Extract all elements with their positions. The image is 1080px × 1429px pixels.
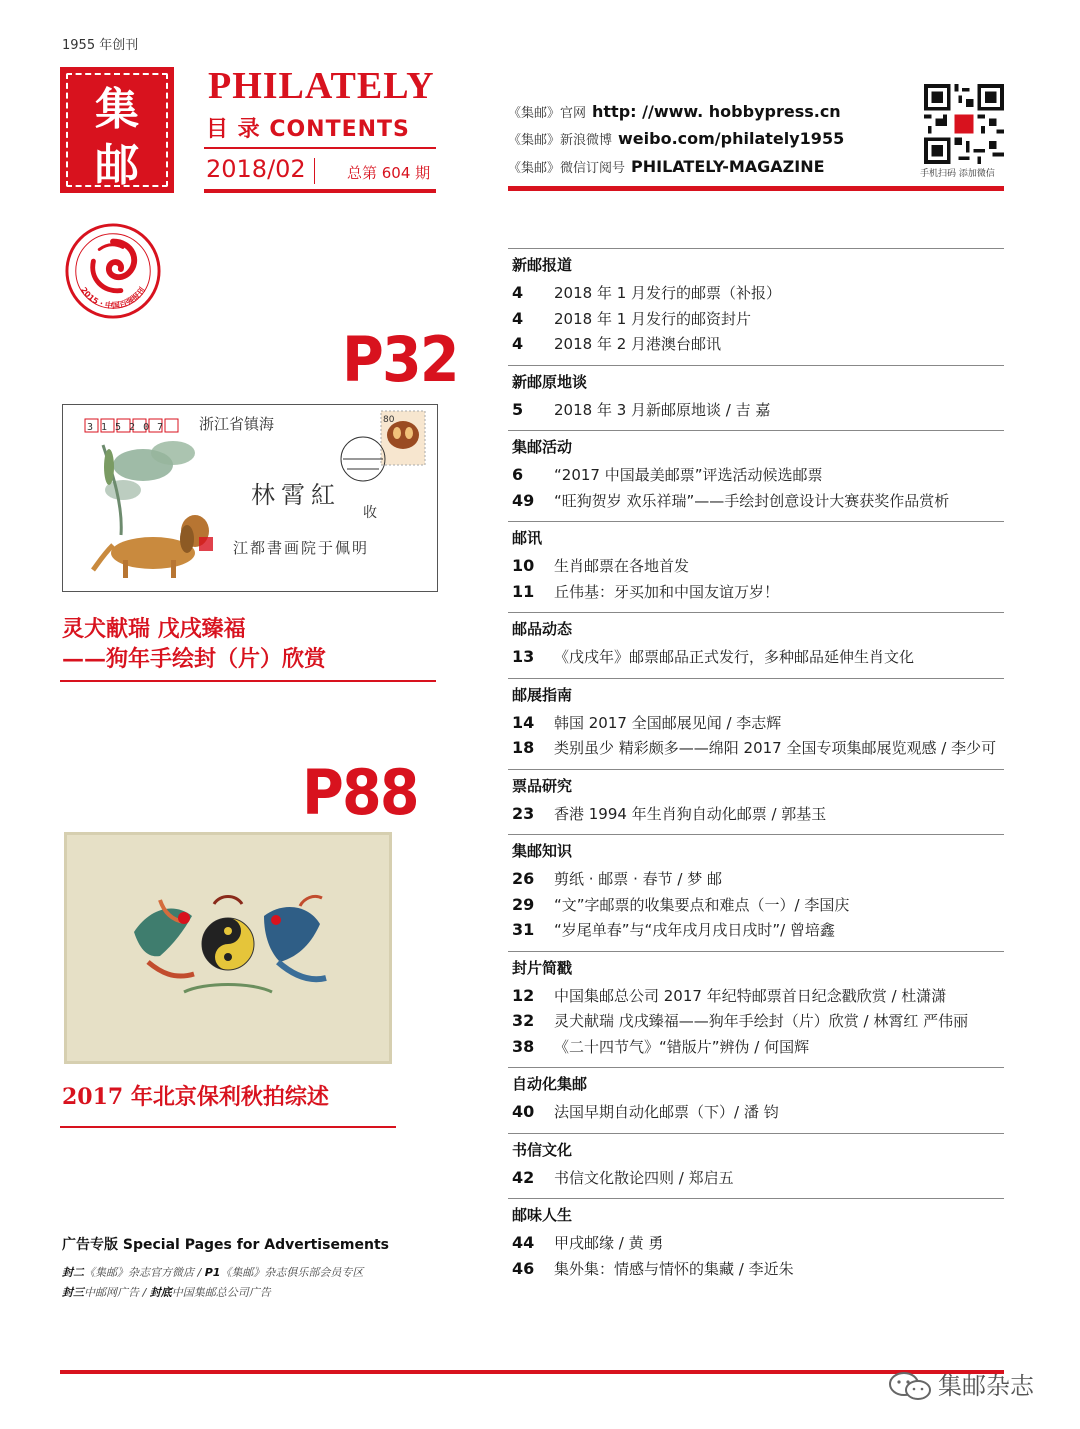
info-website: 《集邮》官网 http: //www. hobbypress.cn	[508, 102, 841, 121]
issue-rule-bottom	[204, 189, 436, 193]
toc-entry-title: 韩国 2017 全国邮展见闻 / 李志辉	[554, 713, 782, 732]
feature-page-number: P32	[342, 323, 458, 396]
toc-page-number: 13	[512, 647, 535, 667]
toc-section-title: 集邮活动	[512, 438, 573, 456]
toc-page-number: 12	[512, 985, 535, 1005]
toc-entry-title: 法国早期自动化邮票（下）/ 潘 钧	[554, 1103, 779, 1122]
toc-section-title: 邮品动态	[512, 620, 573, 638]
feature-rule	[60, 1126, 396, 1128]
toc-section	[508, 1067, 1004, 1133]
toc-section-title: 集邮知识	[512, 842, 573, 860]
toc-entry-title: 灵犬献瑞 戊戌臻福——狗年手绘封（片）欣赏 / 林霄红 严伟丽	[554, 1012, 969, 1031]
toc-entry-title: 剪纸 · 邮票 · 春节 / 梦 邮	[554, 870, 722, 889]
toc-section	[508, 769, 1004, 835]
toc-entry[interactable]	[508, 735, 1004, 761]
toc-page-number: 49	[512, 490, 535, 510]
toc-entry[interactable]	[508, 553, 1004, 579]
ads-title: 广告专版 Special Pages for Advertisements	[62, 1237, 390, 1253]
toc-page-number: 46	[512, 1258, 535, 1278]
toc-section-title: 封片简戳	[512, 958, 573, 977]
toc-page-number: 42	[512, 1167, 535, 1187]
toc-page-number: 4	[512, 334, 524, 354]
ads-line-1: 封二《集邮》杂志官方微店 / P1《集邮》杂志俱乐部会员专区	[62, 1266, 364, 1279]
contents-label: 目 录 CONTENTS	[206, 117, 410, 142]
toc-page-number: 29	[512, 894, 535, 914]
logo-char-2: 邮	[95, 140, 139, 191]
toc-page-number: 38	[512, 1036, 535, 1056]
stamp-value: 80	[383, 415, 395, 425]
painted-foliage	[103, 441, 195, 535]
toc-section	[508, 678, 1004, 769]
toc-entry-title: “2017 中国最美邮票”评选活动候选邮票	[554, 466, 823, 485]
toc-entry[interactable]	[508, 397, 1004, 423]
table-of-contents	[508, 248, 1004, 1289]
toc-section	[508, 365, 1004, 431]
toc-page-number: 10	[512, 556, 535, 576]
toc-entry-title: 集外集：情感与情怀的集藏 / 李近朱	[554, 1259, 794, 1278]
toc-entry[interactable]	[508, 644, 1004, 670]
toc-entry-title: 2018 年 1 月发行的邮资封片	[554, 309, 752, 328]
toc-entry-title: 2018 年 1 月发行的邮票（补报）	[554, 284, 782, 303]
info-weibo: 《集邮》新浪微博 weibo.com/philately1955	[508, 129, 845, 148]
toc-section	[508, 248, 1004, 365]
toc-entry-title: “文”字邮票的收集要点和难点（一）/ 李国庆	[554, 895, 850, 914]
postage-stamp	[381, 411, 425, 465]
toc-page-number: 31	[512, 920, 535, 940]
toc-entry[interactable]	[508, 280, 1004, 306]
award-emblem-icon	[64, 222, 162, 320]
toc-section	[508, 1133, 1004, 1199]
toc-entry-title: 中国集邮总公司 2017 年纪特邮票首日纪念戳欣赏 / 杜潇潇	[554, 986, 947, 1005]
toc-entry[interactable]	[508, 1230, 1004, 1256]
toc-page-number: 14	[512, 712, 535, 732]
toc-entry-title: 2018 年 2 月港澳台邮讯	[554, 335, 722, 354]
footer-rule	[60, 1370, 1004, 1374]
magazine-logo	[60, 67, 174, 193]
toc-section-title: 新邮原地谈	[512, 372, 588, 391]
toc-entry[interactable]	[508, 306, 1004, 332]
issue-rule-top	[204, 147, 436, 149]
toc-entry-title: “岁尾单春”与“戌年戌月戌日戌时”/ 曾培鑫	[554, 921, 835, 940]
toc-entry-title: 《戊戌年》邮票邮品正式发行，多种邮品延伸生肖文化	[554, 648, 915, 667]
cover-address: 浙江省镇海	[199, 415, 275, 433]
toc-entry[interactable]	[508, 983, 1004, 1009]
toc-section-title: 邮味人生	[512, 1206, 573, 1224]
toc-section-title: 邮展指南	[512, 685, 573, 704]
toc-page-number: 6	[512, 465, 524, 485]
toc-entry[interactable]	[508, 866, 1004, 892]
toc-entry[interactable]	[508, 801, 1004, 827]
info-wechat: 《集邮》微信订阅号 PHILATELY-MAGAZINE	[508, 157, 825, 176]
toc-entry-title: 香港 1994 年生肖狗自动化邮票 / 郭基玉	[554, 804, 827, 823]
feature-rule	[60, 680, 436, 682]
feature-title[interactable]: 2017 年北京保利秋拍综述	[62, 1084, 329, 1110]
toc-section-title: 书信文化	[512, 1140, 573, 1159]
toc-entry[interactable]	[508, 331, 1004, 357]
toc-page-number: 4	[512, 283, 524, 303]
feature-page-number: P88	[302, 756, 418, 829]
feature-image-painting	[64, 832, 392, 1064]
toc-entry-title: 生肖邮票在各地首发	[554, 557, 690, 576]
toc-page-number: 40	[512, 1102, 535, 1122]
toc-entry[interactable]	[508, 892, 1004, 918]
postcode: 315207	[87, 422, 172, 433]
toc-entry-title: 2018 年 3 月新邮原地谈 / 吉 嘉	[554, 400, 771, 419]
issue-separator	[314, 158, 315, 184]
toc-entry[interactable]	[508, 1256, 1004, 1282]
logo-char-1: 集	[95, 84, 139, 135]
feature-title-line-1[interactable]: 灵犬献瑞 戊戌臻福	[62, 616, 246, 642]
issue-total: 总第 604 期	[347, 164, 431, 182]
toc-entry[interactable]	[508, 917, 1004, 943]
toc-page-number: 11	[512, 581, 535, 601]
toc-entry-title: 类别虽少 精彩颇多——绵阳 2017 全国专项集邮展览观感 / 李少可	[554, 739, 997, 758]
toc-entry[interactable]	[508, 1034, 1004, 1060]
toc-section	[508, 1198, 1004, 1289]
toc-section	[508, 521, 1004, 612]
emblem-text: 2015 · 中国百强报刊	[79, 285, 147, 311]
toc-page-number: 4	[512, 308, 524, 328]
toc-section	[508, 951, 1004, 1068]
toc-section	[508, 834, 1004, 951]
toc-section-title: 邮讯	[512, 529, 543, 547]
wechat-icon	[886, 1370, 936, 1402]
postmark	[341, 437, 385, 481]
toc-entry[interactable]	[508, 1099, 1004, 1125]
toc-entry-title: 《二十四节气》“错版片”辨伪 / 何国辉	[554, 1037, 810, 1056]
feature-image-cover	[62, 404, 438, 592]
toc-entry-title: 甲戌邮缘 / 黄 勇	[554, 1234, 664, 1253]
feature-title-line-2[interactable]: ——狗年手绘封（片）欣赏	[62, 646, 327, 672]
ads-line-2: 封三中邮网广告 / 封底中国集邮总公司广告	[62, 1286, 271, 1299]
painted-dog	[93, 515, 209, 578]
seal-stamp	[199, 537, 213, 551]
cover-recipient: 林霄紅	[251, 481, 341, 509]
qr-code-icon[interactable]	[924, 84, 1004, 164]
toc-page-number: 26	[512, 869, 535, 889]
toc-page-number: 32	[512, 1011, 535, 1031]
qr-caption: 手机扫码 添加微信	[920, 169, 995, 179]
brand-title: PHILATELY	[208, 65, 435, 107]
toc-entry[interactable]	[508, 710, 1004, 736]
watermark: 集邮杂志	[938, 1372, 1034, 1400]
toc-page-number: 23	[512, 803, 535, 823]
toc-section-title: 票品研究	[512, 776, 573, 795]
toc-section	[508, 430, 1004, 521]
toc-section	[508, 612, 1004, 678]
toc-entry[interactable]	[508, 579, 1004, 605]
toc-entry-title: “旺狗贺岁 欢乐祥瑞”——手绘封创意设计大赛获奖作品赏析	[554, 491, 950, 510]
toc-entry-title: 丘伟基：牙买加和中国友谊万岁！	[554, 582, 780, 601]
toc-page-number: 5	[512, 399, 524, 419]
cover-recipient-suffix: 收	[363, 505, 377, 521]
toc-entry[interactable]	[508, 462, 1004, 488]
toc-section-title: 自动化集邮	[512, 1075, 588, 1093]
toc-section-title: 新邮报道	[512, 256, 573, 274]
toc-page-number: 44	[512, 1233, 535, 1253]
toc-page-number: 18	[512, 738, 535, 758]
toc-entry-title: 书信文化散论四则 / 郑启五	[554, 1168, 734, 1187]
toc-entry[interactable]	[508, 1008, 1004, 1034]
header-rule	[508, 186, 1004, 191]
founded-note: 1955 年创刊	[62, 38, 139, 53]
cover-sender: 江都書画院于佩明	[233, 539, 370, 557]
toc-entry[interactable]	[508, 1165, 1004, 1191]
issue-number: 2018/02	[206, 155, 306, 183]
toc-entry[interactable]	[508, 488, 1004, 514]
